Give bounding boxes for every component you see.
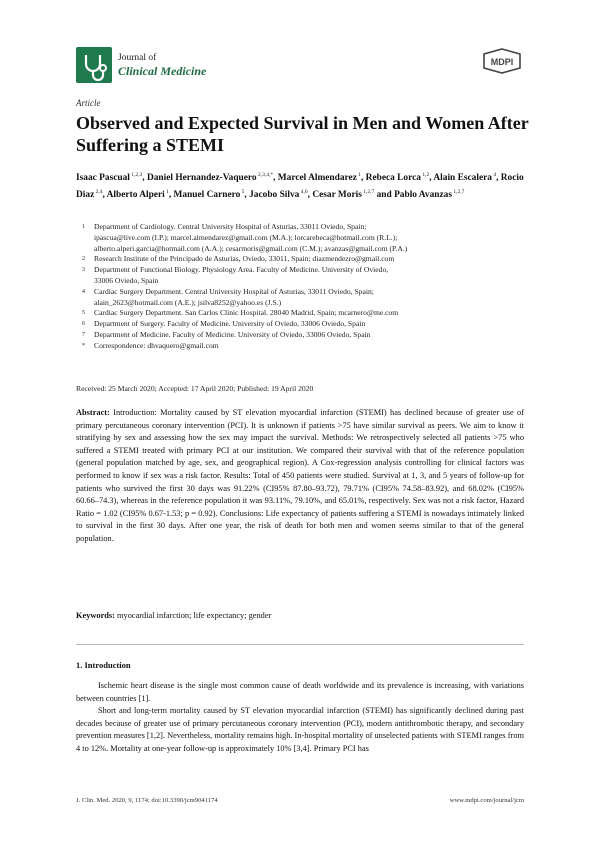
abstract-text: Introduction: Mortality caused by ST elevation myocardial infarction (STEMI) has declined because of greater use of primary percutaneous coronary intervention (PCI). It is unknown if patients >75 have similar survival as peers. We aim to know it stratifying by sex and assessing how the sex may impact the survival. Methods: We retrospectively selected all patients >75 who suffered a STEMI treated with primary PCI at our institution. We compared their survival with that of the reference population (general population matched by age, sex, and geographical region). A Cox-regression analysis controlling for clinical factors was performed to know if sex was a risk factor. Results: Total of 450 patients were studied. Survival at 1, 3, and 5 years of follow-up for patients who survived the first 30 days was 91.22% (CI95% 87.80–93.72), 79.71% (CI95% 74.58–83.92), and 68.02% (CI95% 60.66–74.3), whereas in the reference population it was 93.11%, 79.10%, and 65.01%, respectively. Sex was not a risk factor, Hazard Ratio = 1.02 (CI95% 0.67-1.53; p = 0.92). Conclusions: Life expectancy of patients suffering a STEMI is nowadays intimately linked to survival in the first 30 days. After one year, the risk of death for both men and women seems similar to that of the general population.: [76, 408, 524, 543]
author-name: Rebeca Lorca: [365, 173, 421, 184]
section-heading: 1. Introduction: [76, 660, 131, 670]
author-list: [76, 168, 536, 202]
author-separator: ,: [142, 173, 147, 184]
affiliation-number: *: [82, 342, 85, 349]
affiliation-item: [76, 330, 536, 341]
author-affiliation-marker: 2,4: [94, 189, 103, 196]
affiliation-text: Research Institute of the Principado de Asturias, Oviedo, 33011, Spain; diazmendezro@gmail.com: [94, 254, 395, 264]
author-name: Isaac Pascual: [76, 173, 130, 184]
keywords-text: myocardial infarction; life expectancy; gender: [117, 611, 272, 620]
affiliation-item: [76, 254, 536, 265]
author-separator: ,: [102, 190, 107, 201]
affiliation-number: 3: [82, 267, 85, 274]
introduction-paragraph: Ischemic heart disease is the single most common cause of death worldwide and its prevalence is increasing, with variations between countries [1].: [76, 681, 524, 703]
author-separator: ,: [168, 190, 174, 201]
author-affiliation-marker: 4,6: [299, 189, 308, 196]
affiliation-number: 6: [82, 321, 85, 328]
author-separator: and: [374, 190, 395, 201]
journal-logo: [76, 47, 112, 83]
mdpi-logo-text: MDPI: [490, 57, 514, 67]
author-separator: ,: [429, 173, 434, 184]
author-affiliation-marker: 4: [491, 172, 497, 178]
author-affiliation-marker: 1,2,3: [129, 172, 143, 178]
affiliation-number: 1: [82, 224, 85, 230]
affiliation-text: Department of Cardiology. Central University Hospital of Asturias, 33011 Oviedo, Spain; ipascua@live.com (I.P.); marcel.almendarez@gmail.com (M.A.); lorcarebeca@hotmail.com (R.L.); alberto.alperi.garcia@hotmail.com (A.A.); cesarmoris@gmail.com (C.M.); avanzas@gmail.com (P.A.): [94, 222, 408, 253]
author-name: Cesar Moris: [312, 190, 362, 201]
publication-dates: Received: 25 March 2020; Accepted: 17 April 2020; Published: 19 April 2020: [76, 384, 314, 393]
affiliation-text: Cardiac Surgery Department. San Carlos Clinic Hospital. 28040 Madrid, Spain; mcarnero@me.com: [94, 308, 399, 318]
introduction-paragraph: Short and long-term mortality caused by ST elevation myocardial infarction (STEMI) has significantly declined during past decades because of greater use of primary percutaneous coronary intervention (PCI), modern antithrombotic therapy, and secondary prevention measures [1,2]. Nevertheless, mortality remains high. In-hospital mortality of unselected patients with STEMI ranges from 4 to 12%. Mortality at one-year follow-up is approximately 10% [3,4]. Primary PCI has: [76, 706, 524, 753]
author-name: Manuel Carnero: [173, 190, 241, 201]
article-title: Observed and Expected Survival in Men and Women After Suffering a STEMI: [76, 113, 529, 155]
author-name: Jacobo Silva: [249, 190, 300, 201]
affiliation-item: [76, 265, 536, 287]
author-name: Pablo Avanzas: [394, 190, 452, 201]
affiliation-number: 4: [82, 288, 85, 295]
stethoscope-icon: [76, 47, 112, 83]
affiliation-number: 5: [82, 310, 85, 317]
mdpi-logo: [480, 48, 524, 74]
author-affiliation-marker: 5: [240, 189, 245, 196]
abstract-label: Abstract:: [76, 408, 110, 417]
affiliation-text: Department of Functional Biology. Physiology Area. Faculty of Medicine. University of Oviedo, 33006 Oviedo, Spain: [94, 265, 389, 285]
introduction-body: [76, 680, 524, 756]
affiliation-item: [76, 287, 536, 309]
section-divider: [76, 644, 524, 645]
author-affiliation-marker: 2,3,4,*: [256, 172, 274, 178]
footer-url[interactable]: www.mdpi.com/journal/jcm: [449, 797, 524, 804]
affiliation-item: [76, 319, 536, 330]
affiliation-number: 2: [82, 256, 85, 263]
author-affiliation-marker: 1,2,7: [361, 189, 375, 196]
author-affiliation-marker: 1,2: [420, 172, 430, 178]
keywords-label: Keywords:: [76, 611, 115, 620]
affiliation-text: Department of Medicine. Faculty of Medicine. University of Oviedo, 33006 Oviedo, Spain: [94, 329, 371, 339]
journal-name: [118, 52, 206, 78]
abstract: [76, 407, 524, 546]
keywords: [76, 610, 524, 622]
affiliation-text: Department of Surgery. Faculty of Medicine. University of Oviedo, 33006 Oviedo, Spain: [94, 319, 366, 329]
article-type: Article: [76, 98, 101, 108]
author-separator: ,: [273, 173, 278, 184]
author-affiliation-marker: 1,2,7: [451, 189, 465, 196]
affiliation-text: Correspondence: dhvaquero@gmail.com: [94, 340, 219, 350]
author-name: Rocio Diaz: [76, 173, 524, 201]
journal-name-line2: Clinical Medicine: [118, 64, 207, 78]
author-name: Alain Escalera: [433, 173, 492, 184]
author-separator: ,: [244, 190, 250, 201]
author-name: Marcel Almendarez: [277, 173, 357, 184]
affiliation-item: [76, 341, 536, 352]
author-name: Daniel Hernandez-Vaquero: [146, 173, 257, 184]
author-affiliation-marker: 1: [356, 172, 361, 178]
footer-citation: J. Clin. Med. 2020, 9, 1174; doi:10.3390/jcm9041174: [76, 797, 218, 804]
author-name: Alberto Alperi: [106, 190, 165, 201]
affiliation-item: [76, 222, 536, 254]
affiliation-item: [76, 308, 536, 319]
author-separator: ,: [307, 190, 313, 201]
journal-name-line1: Journal of: [118, 53, 157, 63]
affiliation-text: Cardiac Surgery Department. Central University Hospital of Asturias, 33011 Oviedo, Spain; alain_2623@hotmail.com (A.E.); jsilva8252@yahoo.es (J.S.): [94, 286, 374, 307]
author-separator: ,: [360, 173, 366, 184]
author-affiliation-marker: 1: [164, 189, 169, 196]
affiliation-list: [76, 222, 536, 352]
author-separator: ,: [496, 173, 501, 184]
affiliation-number: 7: [82, 331, 85, 338]
